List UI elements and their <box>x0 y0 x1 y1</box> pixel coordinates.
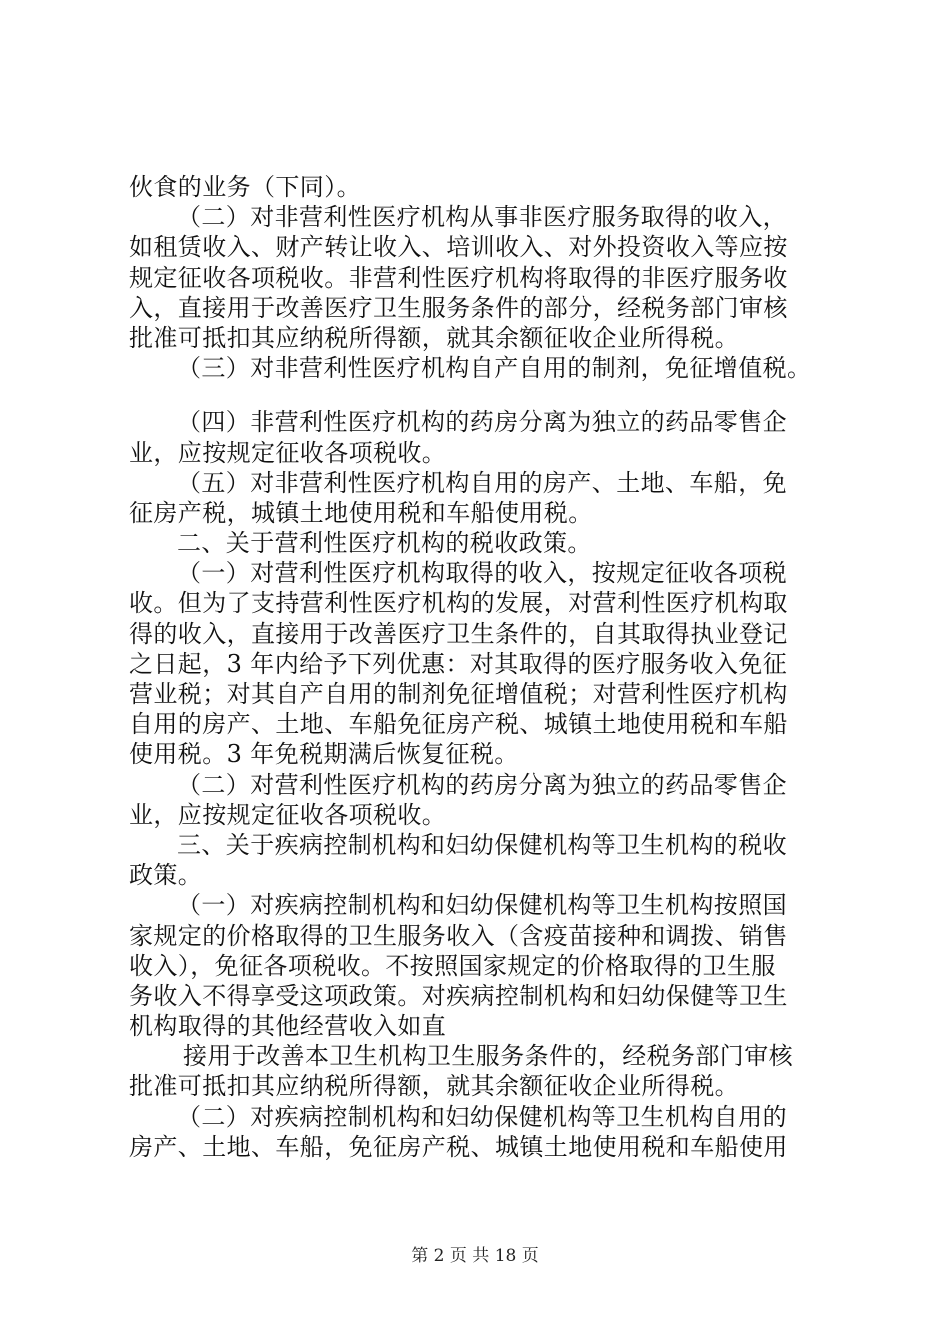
document-body <box>129 172 837 1162</box>
text-line: 政策。 <box>129 861 203 890</box>
text-line: （五）对非营利性医疗机构自用的房产、土地、车船，免 <box>177 468 787 497</box>
text-line: （四）非营利性医疗机构的药房分离为独立的药品零售企 <box>177 408 787 437</box>
text-line: 伙食的业务（下同）。 <box>129 173 361 201</box>
paragraph-gap <box>129 383 837 407</box>
section-heading: 三、关于疾病控制机构和妇幼保健机构等卫生机构的税收 <box>177 830 787 859</box>
text-line: 之日起，3 年内给予下列优惠：对其取得的医疗服务收入免征 <box>129 649 788 678</box>
text-line: （二）对营利性医疗机构的药房分离为独立的药品零售企 <box>177 770 787 799</box>
text-line: 如租赁收入、财产转让收入、培训收入、对外投资收入等应按 <box>129 233 788 262</box>
text-line: （一）对疾病控制机构和妇幼保健机构等卫生机构按照国 <box>177 891 787 920</box>
page-number-footer: 第 2 页 共 18 页 <box>411 1246 539 1266</box>
text-line: 务收入不得享受这项政策。对疾病控制机构和妇幼保健等卫生 <box>129 981 788 1010</box>
text-line: 得的收入，直接用于改善医疗卫生条件的，自其取得执业登记 <box>129 619 788 648</box>
text-line: 收入），免征各项税收。不按照国家规定的价格取得的卫生服 <box>129 951 776 980</box>
text-line: 业，应按规定征收各项税收。 <box>129 800 447 829</box>
text-line: 自用的房产、土地、车船免征房产税、城镇土地使用税和车船 <box>129 710 788 739</box>
text-line: 批准可抵扣其应纳税所得额，就其余额征收企业所得税。 <box>129 323 739 352</box>
text-line: 房产、土地、车船，免征房产税、城镇土地使用税和车船使用 <box>129 1132 788 1161</box>
section-heading: 二、关于营利性医疗机构的税收政策。 <box>177 529 592 558</box>
text-line: 收。但为了支持营利性医疗机构的发展，对营利性医疗机构取 <box>129 589 788 618</box>
text-line: 业，应按规定征收各项税收。 <box>129 438 447 467</box>
text-line: 入，直接用于改善医疗卫生服务条件的部分，经税务部门审核 <box>129 293 788 322</box>
text-line: （二）对疾病控制机构和妇幼保健机构等卫生机构自用的 <box>177 1102 787 1131</box>
text-line: 征房产税，城镇土地使用税和车船使用税。 <box>129 498 593 527</box>
text-line: 使用税。3 年免税期满后恢复征税。 <box>129 740 519 769</box>
text-line: （一）对营利性医疗机构取得的收入，按规定征收各项税 <box>177 559 787 588</box>
text-line: 批准可抵扣其应纳税所得额，就其余额征收企业所得税。 <box>129 1072 739 1101</box>
text-line: 机构取得的其他经营收入如直 <box>129 1012 447 1041</box>
text-line: 营业税；对其自产自用的制剂免征增值税；对营利性医疗机构 <box>129 680 788 708</box>
text-line: 接用于改善本卫生机构卫生服务条件的，经税务部门审核 <box>183 1042 793 1071</box>
text-line: 规定征收各项税收。非营利性医疗机构将取得的非医疗服务收 <box>129 263 788 292</box>
text-line: 家规定的价格取得的卫生服务收入（含疫苗接种和调拨、销售 <box>129 921 788 950</box>
text-line: （二）对非营利性医疗机构从事非医疗服务取得的收入， <box>177 203 787 232</box>
text-line: （三）对非营利性医疗机构自产自用的制剂，免征增值税。 <box>177 354 812 383</box>
